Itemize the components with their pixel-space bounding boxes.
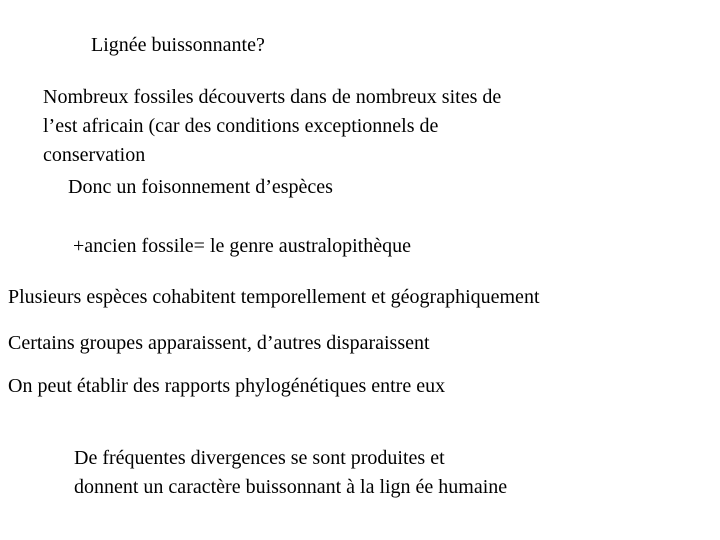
statement-phylogenetic: On peut établir des rapports phylogénétiques entre eux xyxy=(8,375,446,397)
conclusion-line-2: donnent un caractère buissonnant à la lign ée humaine xyxy=(74,476,508,498)
fossils-line-1: Nombreux fossiles découverts dans de nombreux sites de xyxy=(43,86,502,108)
oldest-fossil-text: +ancien fossile= le genre australopithèque xyxy=(73,235,411,257)
conclusion-paragraph xyxy=(74,444,507,502)
fossils-line-3: conservation xyxy=(43,144,146,166)
fossils-line-2: l’est africain (car des conditions exceptionnels de xyxy=(43,115,439,137)
slide-title: Lignée buissonnante? xyxy=(91,34,265,56)
conclusion-line-1: De fréquentes divergences se sont produites et xyxy=(74,447,445,469)
consequence-text: Donc un foisonnement d’espèces xyxy=(68,176,333,198)
fossils-paragraph xyxy=(43,83,501,170)
statement-appear-disappear: Certains groupes apparaissent, d’autres disparaissent xyxy=(8,332,430,354)
statement-cohabitation: Plusieurs espèces cohabitent temporellement et géographiquement xyxy=(8,286,540,308)
